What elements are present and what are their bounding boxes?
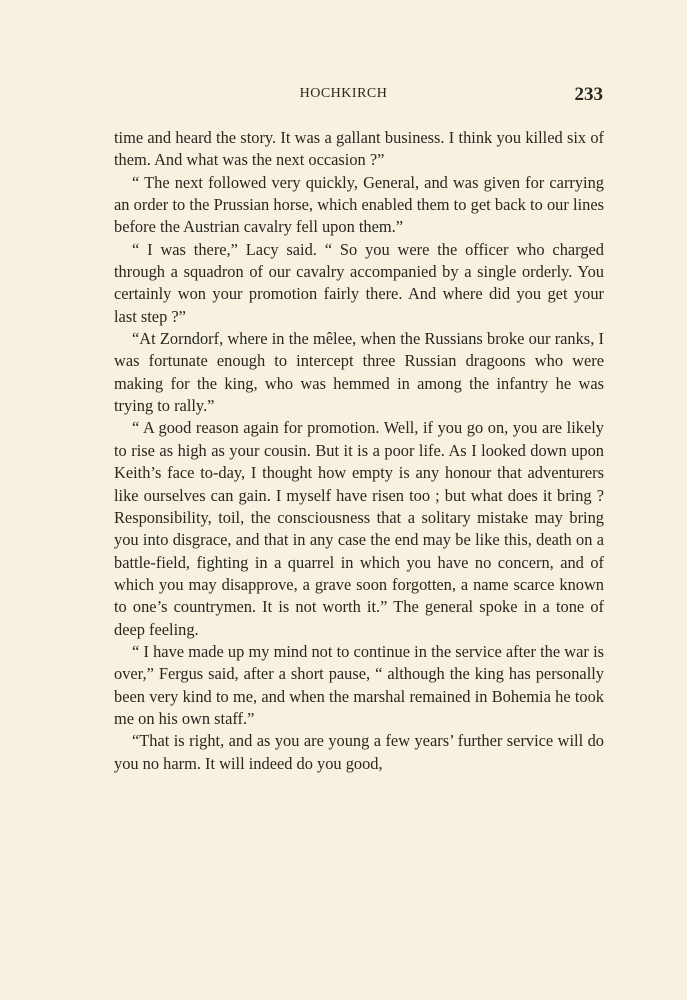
paragraph-1: time and heard the story. It was a gallant business. I think you killed six of them. And what was the next occasion ?” — [114, 128, 604, 170]
paragraph-2: “ The next followed very quickly, General, and was given for carrying an order to the Prussian horse, which enabled them to get back to our lines before the Austrian cavalry fell upon them.” — [114, 172, 604, 237]
running-head — [0, 86, 687, 108]
body-text — [114, 127, 604, 775]
paragraph-7: “That is right, and as you are young a few years’ further service will do you no harm. It will indeed do you good, — [114, 731, 604, 773]
running-title: HOCHKIRCH — [299, 86, 388, 101]
page-number: 233 — [574, 84, 603, 105]
paragraph-3: “ I was there,” Lacy said. “ So you were the officer who charged through a squadron of our cavalry accompanied by a single orderly. You certainly won your promotion fairly there. And where did you get your last step ?” — [114, 239, 604, 326]
paragraph-5: “ A good reason again for promotion. Well, if you go on, you are likely to rise as high as your cousin. But it is a poor life. As I looked down upon Keith’s face to-day, I thought how empty is any honour that adventurers like ourselves can gain. I myself have risen too ; but what does it bring ? Responsibility, toil, the consciousness that a solitary mistake may bring you into disgrace, and that in any case the end may be like this, death on a battle-field, fighting in a quarrel in which you have no concern, and of which you may disapprove, a grave soon forgotten, a name scarce known to one’s countrymen. It is not worth it.” The general spoke in a tone of deep feeling. — [114, 418, 604, 639]
paragraph-4: “At Zorndorf, where in the mêlee, when the Russians broke our ranks, I was fortunate enough to intercept three Russian dragoons who were making for the king, who was hemmed in among the infantry he was trying to rally.” — [114, 329, 604, 416]
paragraph-6: “ I have made up my mind not to continue in the service after the war is over,” Fergus said, after a short pause, “ although the king has personally been very kind to me, and when the marshal remained in Bohemia he took me on his own staff.” — [114, 641, 604, 728]
